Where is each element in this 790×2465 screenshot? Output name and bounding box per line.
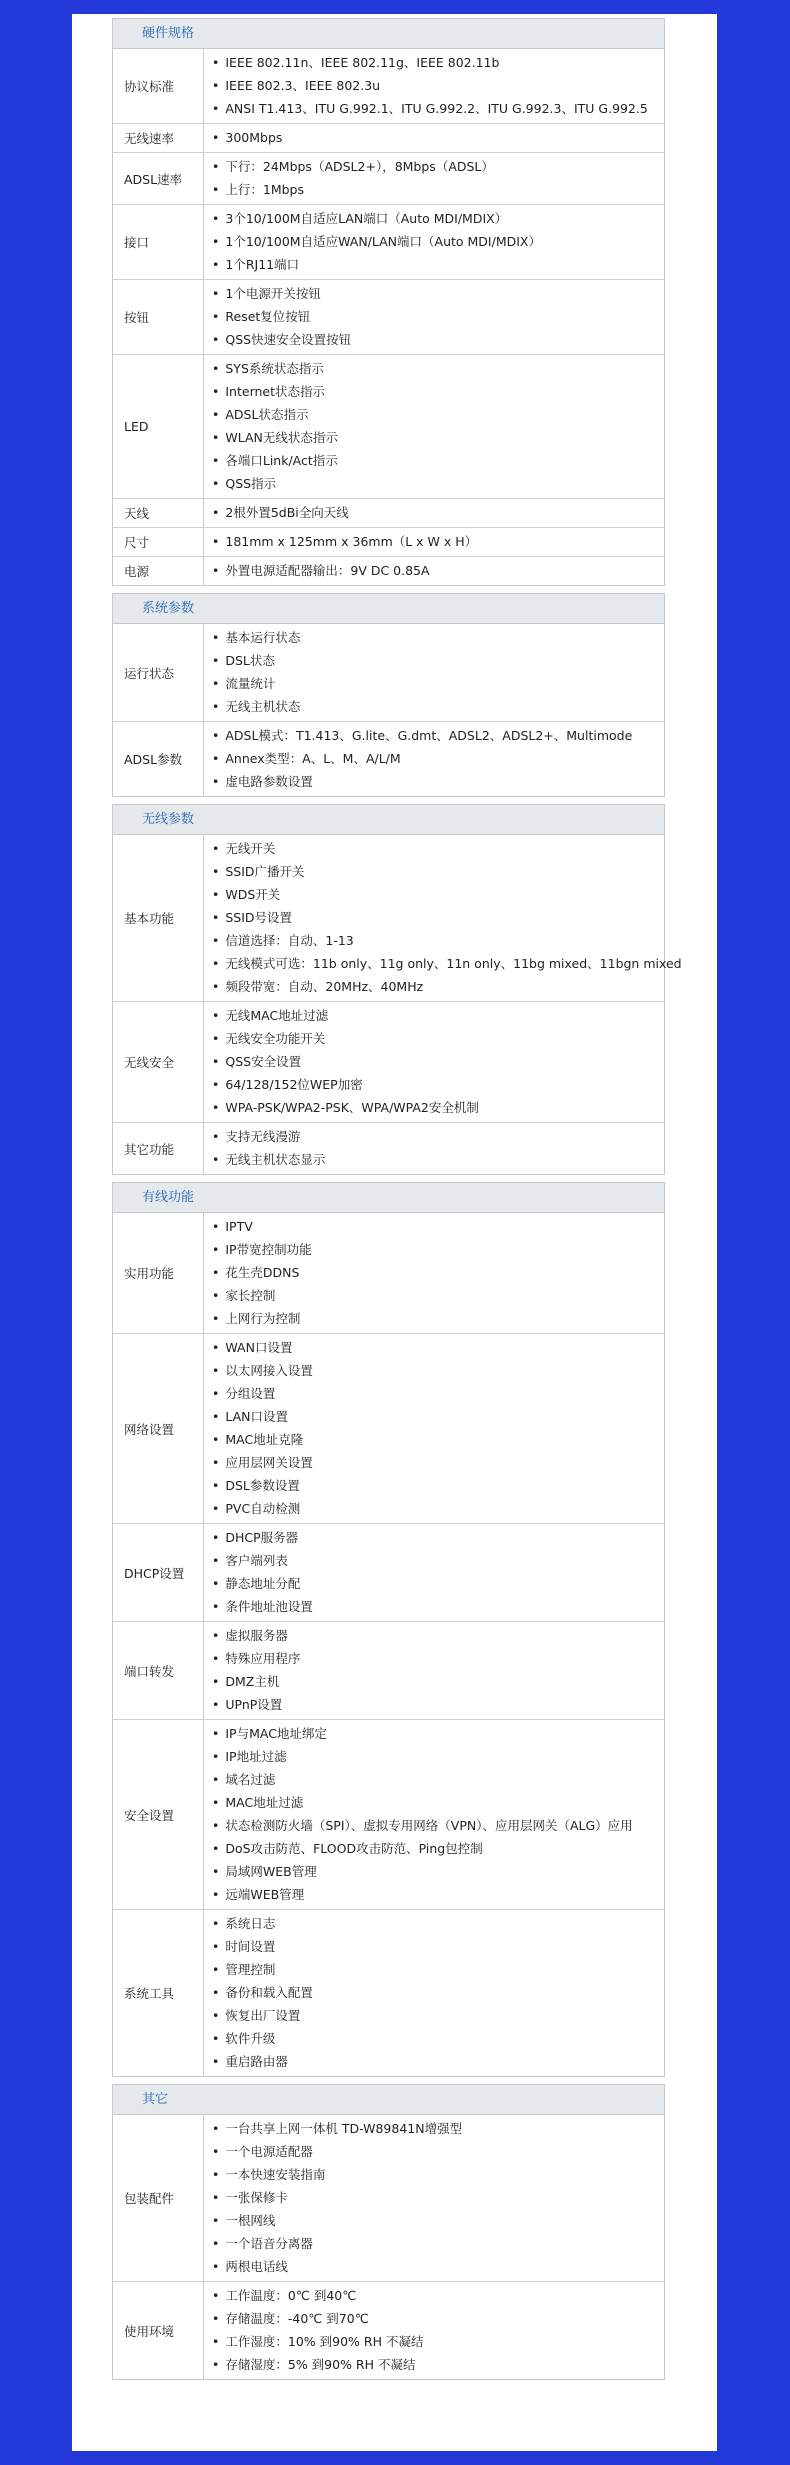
spec-label: 电源 — [113, 557, 204, 585]
spec-label: 系统工具 — [113, 1910, 204, 2076]
spec-value-item: • 无线模式可选：11b only、11g only、11n only、11bg mixed、11bgn mixed — [212, 952, 682, 975]
spec-value-item: • QSS安全设置 — [212, 1050, 664, 1073]
spec-row — [113, 204, 664, 279]
spec-value-item: • 下行：24Mbps（ADSL2+），8Mbps（ADSL） — [212, 155, 664, 178]
spec-value-item: • 无线主机状态显示 — [212, 1148, 664, 1171]
spec-value-item: • 远端WEB管理 — [212, 1883, 664, 1906]
spec-value-list — [204, 280, 664, 354]
spec-value-item: • 工作湿度：10% 到90% RH 不凝结 — [212, 2330, 664, 2353]
spec-value-item: • 域名过滤 — [212, 1768, 664, 1791]
spec-value-item: • 信道选择：自动、1-13 — [212, 929, 682, 952]
spec-value-item: • 基本运行状态 — [212, 626, 664, 649]
spec-value-item: • ANSI T1.413、ITU G.992.1、ITU G.992.2、ITU G.992.3、ITU G.992.5 — [212, 97, 664, 120]
spec-value-item: • 无线开关 — [212, 837, 682, 860]
spec-value-list — [204, 1002, 664, 1122]
spec-label: 其它功能 — [113, 1123, 204, 1174]
section-table — [113, 2115, 664, 2379]
spec-value-item: • Internet状态指示 — [212, 380, 664, 403]
spec-value-item: • 无线MAC地址过滤 — [212, 1004, 664, 1027]
spec-row — [113, 835, 682, 1001]
spec-row — [113, 1001, 664, 1122]
spec-section — [112, 804, 682, 1175]
spec-row — [113, 2281, 664, 2379]
spec-value-item: • SSID号设置 — [212, 906, 682, 929]
spec-value-item: • 两根电话线 — [212, 2255, 664, 2278]
spec-value-item: • 无线安全功能开关 — [212, 1027, 664, 1050]
spec-value-item: • IP与MAC地址绑定 — [212, 1722, 664, 1745]
spec-section — [112, 2084, 665, 2380]
spec-value-item: • 静态地址分配 — [212, 1572, 664, 1595]
spec-label: 网络设置 — [113, 1334, 204, 1523]
spec-row — [113, 2115, 664, 2281]
spec-value-item: • ADSL状态指示 — [212, 403, 664, 426]
spec-value-item: • 上行：1Mbps — [212, 178, 664, 201]
spec-row — [113, 527, 664, 556]
spec-section — [112, 593, 665, 797]
spec-value-item: • 以太网接入设置 — [212, 1359, 664, 1382]
spec-value-item: • 3个10/100M自适应LAN端口（Auto MDI/MDIX） — [212, 207, 664, 230]
spec-value-list — [204, 499, 664, 527]
spec-label: 按钮 — [113, 280, 204, 354]
section-table — [113, 624, 664, 796]
section-title: 无线参数 — [113, 805, 664, 835]
spec-label: ADSL速率 — [113, 153, 204, 204]
spec-value-item: • DoS攻击防范、FLOOD攻击防范、Ping包控制 — [212, 1837, 664, 1860]
spec-row — [113, 1621, 664, 1719]
spec-value-item: • MAC地址克隆 — [212, 1428, 664, 1451]
spec-row — [113, 498, 664, 527]
spec-label: 端口转发 — [113, 1622, 204, 1719]
spec-value-item: • 应用层网关设置 — [212, 1451, 664, 1474]
spec-value-item: • 181mm x 125mm x 36mm（L x W x H） — [212, 530, 664, 553]
spec-value-item: • Annex类型：A、L、M、A/L/M — [212, 747, 664, 770]
section-title: 有线功能 — [113, 1183, 664, 1213]
spec-value-item: • 一根网线 — [212, 2209, 664, 2232]
spec-label: 基本功能 — [113, 835, 204, 1001]
section-title: 其它 — [113, 2085, 664, 2115]
spec-value-item: • 局域网WEB管理 — [212, 1860, 664, 1883]
spec-row — [113, 1333, 664, 1523]
spec-label: LED — [113, 355, 204, 498]
spec-value-item: • QSS指示 — [212, 472, 664, 495]
spec-value-item: • 虚拟服务器 — [212, 1624, 664, 1647]
spec-value-list — [204, 153, 664, 204]
spec-value-list — [204, 1622, 664, 1719]
spec-value-list — [204, 1720, 664, 1909]
spec-value-item: • IP带宽控制功能 — [212, 1238, 664, 1261]
spec-value-list — [204, 1910, 664, 2076]
spec-row — [113, 1909, 664, 2076]
spec-value-list — [204, 124, 664, 152]
page-panel — [72, 14, 717, 2451]
spec-value-list — [204, 624, 664, 721]
spec-value-item: • 64/128/152位WEP加密 — [212, 1073, 664, 1096]
spec-label: ADSL参数 — [113, 722, 204, 796]
section-table — [113, 1213, 664, 2076]
spec-value-item: • IP地址过滤 — [212, 1745, 664, 1768]
spec-value-item: • 虚电路参数设置 — [212, 770, 664, 793]
spec-value-item: • 1个10/100M自适应WAN/LAN端口（Auto MDI/MDIX） — [212, 230, 664, 253]
spec-value-item: • 各端口Link/Act指示 — [212, 449, 664, 472]
spec-row — [113, 1523, 664, 1621]
spec-value-item: • WDS开关 — [212, 883, 682, 906]
spec-value-list — [204, 205, 664, 279]
spec-value-item: • 工作温度：0℃ 到40℃ — [212, 2284, 664, 2307]
spec-value-item: • 一个电源适配器 — [212, 2140, 664, 2163]
spec-value-list — [204, 49, 664, 123]
spec-value-item: • IPTV — [212, 1215, 664, 1238]
spec-value-item: • DSL状态 — [212, 649, 664, 672]
spec-value-item: • 一个语音分离器 — [212, 2232, 664, 2255]
spec-row — [113, 123, 664, 152]
spec-content — [112, 18, 682, 2387]
spec-value-item: • 条件地址池设置 — [212, 1595, 664, 1618]
spec-row — [113, 721, 664, 796]
spec-value-list — [204, 355, 664, 498]
spec-label: 实用功能 — [113, 1213, 204, 1333]
spec-label: 安全设置 — [113, 1720, 204, 1909]
spec-value-item: • 存储温度：-40℃ 到70℃ — [212, 2307, 664, 2330]
spec-value-item: • 1个电源开关按钮 — [212, 282, 664, 305]
spec-value-list — [204, 2282, 664, 2379]
spec-value-item: • 状态检测防火墙（SPI）、虚拟专用网络（VPN）、应用层网关（ALG）应用 — [212, 1814, 664, 1837]
spec-value-list — [204, 1213, 664, 1333]
spec-label: 包装配件 — [113, 2115, 204, 2281]
spec-value-item: • 家长控制 — [212, 1284, 664, 1307]
spec-value-item: • 频段带宽：自动、20MHz、40MHz — [212, 975, 682, 998]
spec-value-item: • DHCP服务器 — [212, 1526, 664, 1549]
spec-section — [112, 1182, 665, 2077]
spec-value-item: • DMZ主机 — [212, 1670, 664, 1693]
spec-label: 无线速率 — [113, 124, 204, 152]
spec-value-item: • 一张保修卡 — [212, 2186, 664, 2209]
spec-value-list — [204, 1123, 664, 1174]
spec-value-item: • 花生壳DDNS — [212, 1261, 664, 1284]
spec-value-item: • 系统日志 — [212, 1912, 664, 1935]
spec-label: 尺寸 — [113, 528, 204, 556]
spec-row — [113, 354, 664, 498]
spec-value-item: • 分组设置 — [212, 1382, 664, 1405]
spec-value-item: • 特殊应用程序 — [212, 1647, 664, 1670]
spec-value-item: • 备份和载入配置 — [212, 1981, 664, 2004]
section-table — [113, 49, 664, 585]
spec-label: 协议标准 — [113, 49, 204, 123]
section-title: 硬件规格 — [113, 19, 664, 49]
spec-label: 使用环境 — [113, 2282, 204, 2379]
spec-value-list — [204, 528, 664, 556]
spec-row — [113, 1122, 664, 1174]
spec-row — [113, 152, 664, 204]
spec-value-item: • 外置电源适配器输出：9V DC 0.85A — [212, 559, 664, 582]
spec-value-item: • 管理控制 — [212, 1958, 664, 1981]
spec-value-item: • DSL参数设置 — [212, 1474, 664, 1497]
spec-value-item: • LAN口设置 — [212, 1405, 664, 1428]
spec-value-item: • IEEE 802.3、IEEE 802.3u — [212, 74, 664, 97]
spec-value-item: • QSS快速安全设置按钮 — [212, 328, 664, 351]
spec-value-list — [204, 722, 664, 796]
spec-row — [113, 1213, 664, 1333]
spec-value-item: • 恢复出厂设置 — [212, 2004, 664, 2027]
spec-value-item: • 客户端列表 — [212, 1549, 664, 1572]
section-table — [113, 835, 682, 1174]
spec-label: 接口 — [113, 205, 204, 279]
spec-value-item: • IEEE 802.11n、IEEE 802.11g、IEEE 802.11b — [212, 51, 664, 74]
spec-value-item: • 2根外置5dBi全向天线 — [212, 501, 664, 524]
spec-value-item: • 一本快速安装指南 — [212, 2163, 664, 2186]
spec-value-item: • 流量统计 — [212, 672, 664, 695]
spec-value-item: • 一台共享上网一体机 TD-W89841N增强型 — [212, 2117, 664, 2140]
spec-value-item: • 存储湿度：5% 到90% RH 不凝结 — [212, 2353, 664, 2376]
spec-section — [112, 18, 665, 586]
spec-value-item: • SSID广播开关 — [212, 860, 682, 883]
spec-label: DHCP设置 — [113, 1524, 204, 1621]
spec-value-item: • WPA-PSK/WPA2-PSK、WPA/WPA2安全机制 — [212, 1096, 664, 1119]
spec-label: 天线 — [113, 499, 204, 527]
spec-value-item: • SYS系统状态指示 — [212, 357, 664, 380]
spec-value-item: • 1个RJ11端口 — [212, 253, 664, 276]
spec-value-list — [204, 1524, 664, 1621]
spec-value-item: • 300Mbps — [212, 126, 664, 149]
spec-row — [113, 49, 664, 123]
spec-row — [113, 556, 664, 585]
spec-value-item: • UPnP设置 — [212, 1693, 664, 1716]
spec-value-item: • ADSL模式：T1.413、G.lite、G.dmt、ADSL2、ADSL2+、Multimode — [212, 724, 664, 747]
spec-row — [113, 1719, 664, 1909]
spec-value-list — [204, 2115, 664, 2281]
spec-value-list — [204, 835, 682, 1001]
spec-value-item: • 无线主机状态 — [212, 695, 664, 718]
spec-value-item: • 软件升级 — [212, 2027, 664, 2050]
spec-value-item: • 支持无线漫游 — [212, 1125, 664, 1148]
spec-value-item: • WAN口设置 — [212, 1336, 664, 1359]
spec-value-list — [204, 557, 664, 585]
spec-value-item: • 时间设置 — [212, 1935, 664, 1958]
spec-value-item: • 重启路由器 — [212, 2050, 664, 2073]
spec-label: 无线安全 — [113, 1002, 204, 1122]
spec-value-list — [204, 1334, 664, 1523]
spec-value-item: • 上网行为控制 — [212, 1307, 664, 1330]
spec-label: 运行状态 — [113, 624, 204, 721]
spec-value-item: • PVC自动检测 — [212, 1497, 664, 1520]
spec-row — [113, 279, 664, 354]
spec-row — [113, 624, 664, 721]
spec-value-item: • MAC地址过滤 — [212, 1791, 664, 1814]
spec-value-item: • WLAN无线状态指示 — [212, 426, 664, 449]
section-title: 系统参数 — [113, 594, 664, 624]
spec-value-item: • Reset复位按钮 — [212, 305, 664, 328]
